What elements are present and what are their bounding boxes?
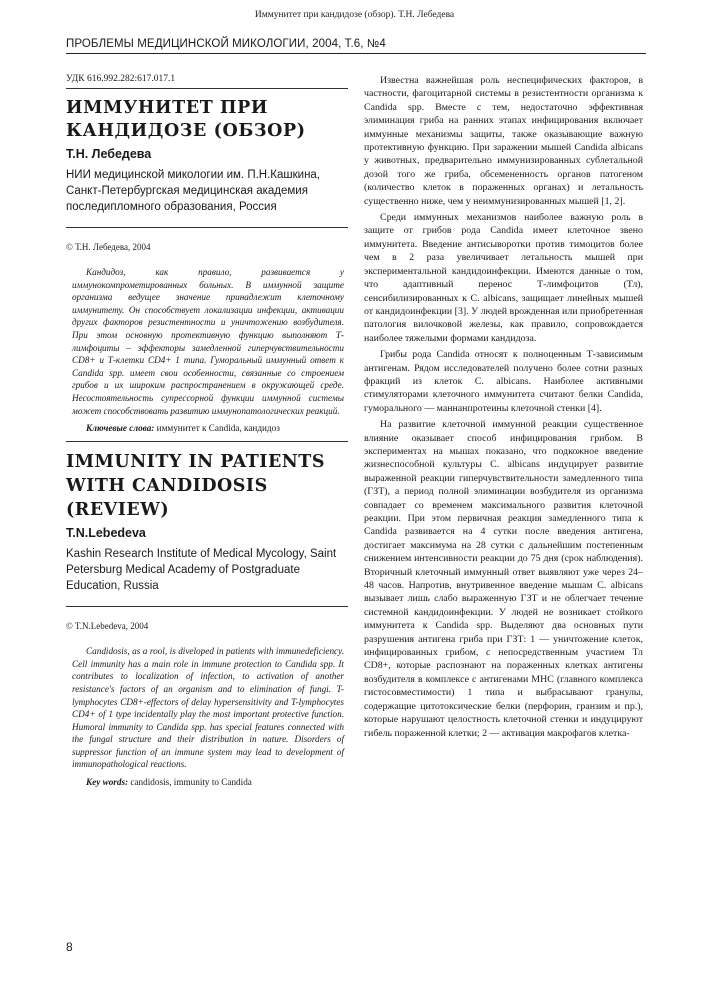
author-en: T.N.Lebedeva	[66, 526, 146, 541]
body-paragraph: Грибы рода Candida относят к полноценным Т-зависимым антигенам. Рядом исследователей получено более сотни разных фракций из клеток C. albicans. Наиболее активными стимуляторами клеточного иммунитета считают белки Candida, гуморального — маннанпротеины клеточной стенки [4].	[364, 349, 643, 414]
page-number: 8	[66, 940, 73, 954]
article-title-ru	[66, 97, 348, 143]
divider	[66, 227, 348, 228]
title-ru-line-1: ИММУНИТЕТ ПРИ	[66, 98, 269, 118]
keywords-en	[66, 777, 348, 787]
title-en-line-1: IMMUNITY IN PATIENTS	[66, 452, 325, 473]
affiliation-en: Kashin Research Institute of Medical Mycology, Saint Petersburg Medical Academy of Postgraduate Education, Russia	[66, 548, 337, 593]
journal-title-line: ПРОБЛЕМЫ МЕДИЦИНСКОЙ МИКОЛОГИИ, 2004, Т.6, №4	[66, 38, 646, 54]
right-column	[364, 74, 643, 743]
body-paragraph: Среди иммунных механизмов наиболее важную роль в защите от грибов рода Candida имеет клеточное звено иммунитета. Введение антисыворотки против тимоцитов более чем в 2 раза увеличивает летальность мышей при экспериментальной кандидоинфекции. Имеются данные о том, что адаптивный перенос Т-лимфоцитов (Тл), сенсибилизированных к C. albicans, защищает линейных мышей от кандидоинфекции [3]. У людей врожденная или приобретенная патология вилочковой железы, как правило, сопровождается наиболее тяжелыми формами кандидоза.	[364, 212, 643, 344]
affiliation-ru: НИИ медицинской микологии им. П.Н.Кашкина, Санкт-Петербургская медицинская академия последипломного образования, Россия	[66, 169, 321, 213]
abstract-ru: Кандидоз, как правило, развивается у иммунокомпрометированных больных. В иммунной защите организма ведущее значение принадлежит клеточному иммунитету. Он способствует локализации инфекции, активации других факторов резистентности и уничтожению возбудителя. При этом основную протективную функцию выполняют Т-лимфоциты – эффекторы замедленной гиперчувствительности CD8+ и Т-клетки CD4+ 1 типа. Гуморальный иммунный ответ к Candida spp. имеет свои особенности, связанные со строением грибов и их широким распространением в окружающей среде. Несостоятельность супрессорной функции иммунной системы может способствовать развитию иммунопатологических реакций.	[72, 267, 344, 416]
body-paragraph: Известна важнейшая роль неспецифических факторов, в частности, фагоцитарной системы в резистентности организма к Candida spp. Вместе с тем, недостаточно эффективная элиминация гриба на ранних этапах инфицирования включает иммунные механизмы защиты, также оказывающие важную протективную функцию. При заражении мышей Candida albicans у животных, предварительно иммунизированных сублетальной дозой того же гриба, обсемененность органов патогеном (количество клеток в пораженных органах) и летальность существенно ниже, чем у неиммунизированных мышей [1, 2].	[364, 75, 643, 207]
keywords-label: Key words:	[86, 777, 129, 788]
left-column	[66, 74, 348, 795]
running-header: Иммунитет при кандидозе (обзор). Т.Н. Лебедева	[254, 10, 455, 20]
udc-code: УДК 616.992.282:617.017.1	[66, 74, 176, 84]
keywords-value: candidosis, immunity to Candida	[130, 777, 252, 788]
keywords-value: иммунитет к Candida, кандидоз	[156, 423, 280, 434]
divider	[66, 441, 348, 442]
keywords-ru	[66, 423, 348, 433]
divider	[66, 606, 348, 607]
abstract-en: Candidosis, as a rool, is diveloped in patients with immunedeficiency. Cell immunity has a main role in immune protection to Candida spp. It contributes to localization of infection, to activation of another resistance's factors of an organism and to elimination of fungi. T-lymphocytes CD8+-effectors of delay hypersensitivity and T-lymphocytes CD4+ of 1 type incidentally play the most important protective function. Humoral immunity to Candida spp. has special features connected with the fungal structure and their distribution in nature. Disorders of suppressor function of an immune system may lead to development of immunopathological reactions.	[72, 646, 344, 770]
copyright-ru: © Т.Н. Лебедева, 2004	[66, 242, 151, 252]
title-en-line-2: WITH CANDIDOSIS	[66, 476, 268, 497]
divider	[66, 88, 348, 89]
copyright-en: © T.N.Lebedeva, 2004	[66, 621, 149, 632]
body-paragraph: На развитие клеточной иммунной реакции существенное влияние оказывает способ инфицирования грибом. В экспериментах на мышах показано, что подкожное введение жизнеспособной культуры C. albicans индуцирует развитие выраженной реакции гиперчувствительности замедленного типа (ГЗТ), а период полной элиминации возбудителя из организма совпадает со временем максимального развития клеточной реакции. При этом первичная реакция замедленного типа к Candida развивается на 4 сутки после введения антигена, достигает максимума на 28 сутки с дальнейшим постепенным снижением интенсивности реакции до 75 дня (срок наблюдения). Вторичный клеточный иммунный ответ выявляют уже через 24–48 часов. Напротив, внутривенное введение мышам C. albicans вызывает лишь слабо выраженную ГЗТ и не облегчает течение системной кандидоинфекции. У людей не возникает стойкого иммунитета к Candida spp. Выделяют два основных пути разрушения антигена гриба при ГЗТ: 1 — уничтожение клеток, инфицированных грибом, с непосредственным участием Тл CD8+, которые распознают на пораженных клетках антигены возбудителя в комплексе с антигенами МНС (главного комплекса гистосовместимости) 1 типа и выбрасывают гранулы, содержащие цитотоксические белки (перфорин, гранзим и пр.), которые нарушают целостность клеточной стенки и индуцируют гибель пораженной клетки; 2 — активация макрофагов клетка-	[364, 419, 643, 739]
article-title-en	[66, 450, 348, 522]
keywords-label: Ключевые слова:	[86, 423, 155, 434]
title-ru-line-2: КАНДИДОЗЕ (ОБЗОР)	[66, 121, 306, 141]
author-ru: Т.Н. Лебедева	[66, 147, 152, 161]
title-en-line-3: (REVIEW)	[66, 500, 170, 521]
